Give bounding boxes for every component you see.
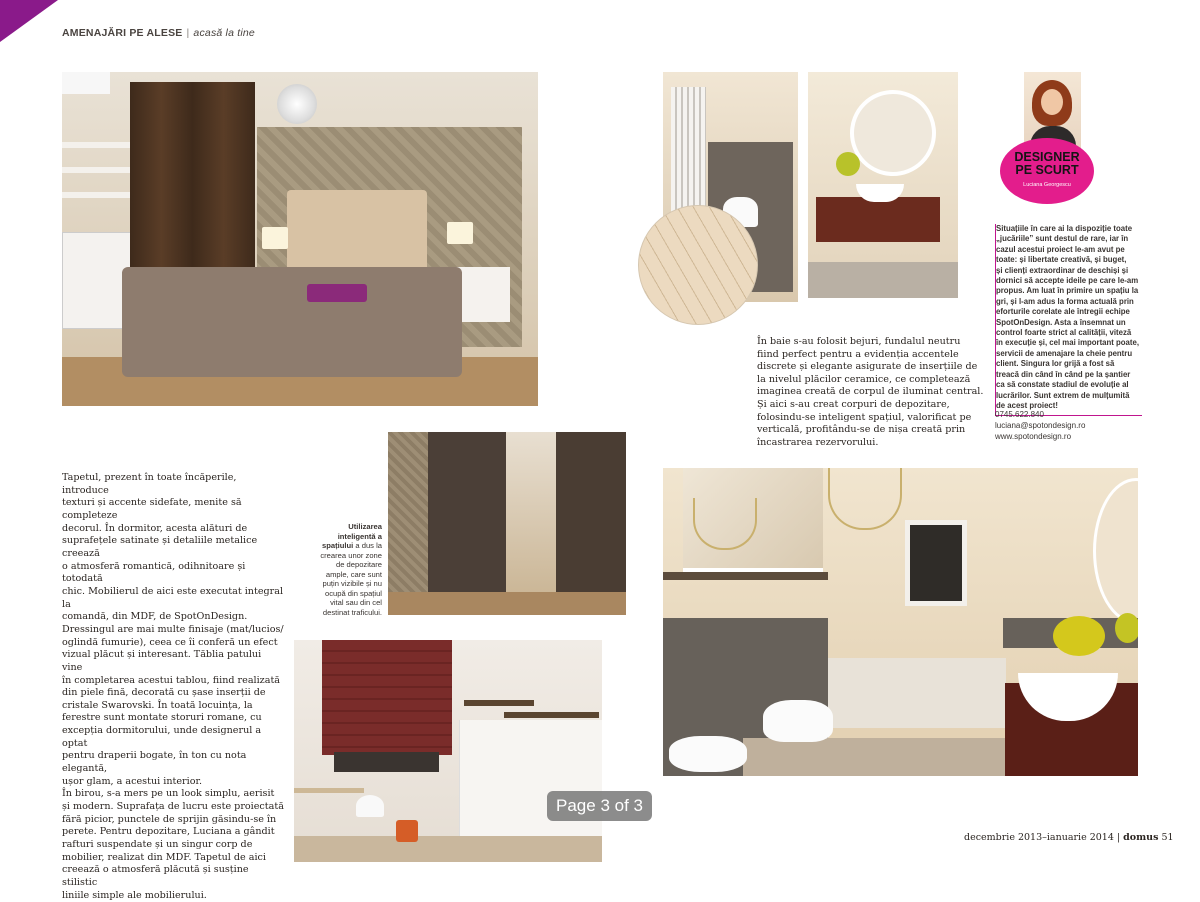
page-indicator[interactable]: Page 3 of 3: [547, 791, 652, 821]
corner-triangle: [0, 0, 58, 42]
text-line: vizual plăcut și interesant. Tăblia patului vine: [62, 649, 262, 673]
section-title: AMENAJĂRI PE ALESE: [62, 27, 183, 39]
bathroom-vanity-photo: [808, 72, 958, 298]
text-line: discrete și elegante asigurate de inserțiile de: [757, 361, 978, 373]
page-number: 51: [1158, 832, 1174, 843]
footer-separator: |: [1113, 832, 1124, 843]
text-line: texturi și accente sidefate, menite să completeze: [62, 497, 242, 521]
text-line: fiind perfect pentru a evidenția accentele: [757, 348, 959, 360]
website-link[interactable]: www.spotondesign.ro: [995, 432, 1072, 441]
tile-detail-photo: [638, 205, 758, 325]
magazine-name: domus: [1123, 832, 1159, 843]
quote-line: Situațiile în care ai la dispoziție toate: [996, 224, 1133, 233]
text-line: Dressingul are mai multe finisaje (mat/lucios/: [62, 623, 284, 635]
email-link[interactable]: luciana@spotondesign.ro: [995, 421, 1086, 430]
text-line: chic. Mobilierul de aici este executat integral la: [62, 585, 284, 610]
quote-line: SpotOnDesign. Asta a însemnat un: [996, 317, 1126, 327]
text-line: fără picior, punctele de sprijin găsindu-se în: [62, 813, 277, 825]
text-line: pentru draperii bogate, în ton cu nota elegantă,: [62, 750, 247, 775]
quote-line: treacă din când în când pe la șantier: [996, 369, 1131, 379]
quote-line: „jucăriile” sunt destul de rare, iar în: [996, 234, 1129, 244]
text-line: liniile simple ale mobilierului.: [62, 889, 207, 901]
text-line: cristale Swarovski. În toată locuința, la: [62, 699, 253, 711]
page-footer: [964, 832, 1174, 843]
page-header: [62, 27, 255, 39]
badge-line2: PE SCURT: [1015, 163, 1079, 177]
text-line: comandă, din MDF, de SpotOnDesign.: [62, 611, 248, 623]
issue-date: decembrie 2013–ianuarie 2014: [964, 832, 1114, 843]
contact-info: [995, 409, 1085, 442]
quote-line: lucrărilor. Sunt extrem de mulțumită: [996, 390, 1130, 400]
text-line: ușor glam, a acestui interior.: [62, 775, 203, 787]
phone-number: 0745.622.840: [995, 410, 1044, 419]
hallway-photo: [388, 432, 626, 615]
text-line: imaginea creată de corpul de iluminat central.: [757, 386, 984, 398]
text-line: oglindă fumurie), ceea ce îi conferă un efect: [62, 636, 278, 648]
text-line: decorul. În dormitor, acesta alături de: [62, 522, 248, 534]
text-line: rafturi suspendate și un singur corp de: [62, 839, 253, 851]
text-line: și modern. Suprafața de lucru este proiectată: [62, 801, 284, 813]
text-line: ferestre sunt montate storuri romane, cu: [62, 712, 262, 724]
text-line: mobilier, realizat din MDF. Tapetul de aici: [62, 851, 266, 863]
quote-line: dornici să accepte ideile pe care le-am: [996, 276, 1139, 286]
text-line: folosindu-se inteligent spațiul, valorificat pe: [757, 411, 972, 423]
designer-quote: [995, 224, 1142, 416]
text-line: la nivelul plăcilor ceramice, ce completează: [757, 373, 971, 385]
text-line: creează o atmosferă plăcută și susține stilistic: [62, 864, 249, 888]
text-line: Tapetul, prezent în toate încăperile, introduce: [62, 472, 237, 496]
quote-line: client. Singura lor grijă a fost să: [996, 359, 1115, 369]
text-line: excepția dormitorului, unde designerul a optat: [62, 725, 262, 749]
badge-line1: DESIGNER: [1014, 150, 1080, 164]
subsection-title: acasă la tine: [193, 27, 255, 39]
quote-line: toate: și libertate creativă, și buget,: [996, 255, 1127, 265]
text-line: În birou, s-a mers pe un look simplu, aerisit: [62, 788, 275, 800]
main-paragraph: [62, 472, 284, 902]
quote-line: gri, și l-am adus la forma actuală prin: [996, 296, 1134, 306]
bedroom-photo: [62, 72, 538, 406]
caption-text: a dus la crearea unor zone de depozitare ample, care sunt puțin vizibile și nu ocupă din spațiul vital sau din cel destinat traficului.: [320, 541, 382, 617]
quote-line: de acest proiect!: [996, 400, 1058, 410]
text-line: perete. Pentru depozitare, Luciana a gândit: [62, 826, 275, 838]
designer-name: Luciana Georgescu: [1023, 182, 1071, 188]
caption-bold: Utilizarea inteligentă a spațiului: [322, 522, 382, 550]
quote-line: control foarte strict al calității, viteză: [996, 328, 1132, 338]
quote-line: ca să constate stadiul de evoluție al: [996, 380, 1129, 390]
quote-line: și clienți extraordinar de deschiși și: [996, 265, 1129, 275]
designer-badge: [1000, 138, 1094, 204]
quote-line: eforturile corelate ale întregii echipe: [996, 307, 1130, 317]
text-line: din piele fină, decorată cu șase inserții de: [62, 687, 266, 699]
bathroom-paragraph: [757, 336, 985, 449]
text-line: verticală, profitându-se de nișa creată prin: [757, 424, 966, 436]
text-line: în completarea acestui tablou, fiind realizată: [62, 674, 281, 686]
text-line: suprafețele satinate și detaliile metalice creează: [62, 535, 258, 559]
header-separator: |: [186, 27, 190, 39]
text-line: Și aici s-au creat corpuri de depozitare,: [757, 398, 950, 410]
office-photo: [294, 640, 602, 862]
main-bathroom-photo: [663, 468, 1138, 776]
quote-line: în execuție și, cel mai important poate,: [996, 338, 1139, 348]
quote-line: servicii de amenajare la cheie pentru: [996, 348, 1133, 358]
text-line: o atmosferă romantică, odihnitoare și totodată: [62, 560, 246, 585]
quote-line: propus. Am luat în primire un spațiu la: [996, 286, 1139, 296]
text-line: încastrarea rezervorului.: [757, 436, 879, 448]
text-line: În baie s-au folosit bejuri, fundalul neutru: [757, 336, 961, 347]
quote-line: cazul acestui proiect le-am avut pe: [996, 244, 1125, 254]
hallway-caption: [312, 522, 382, 617]
